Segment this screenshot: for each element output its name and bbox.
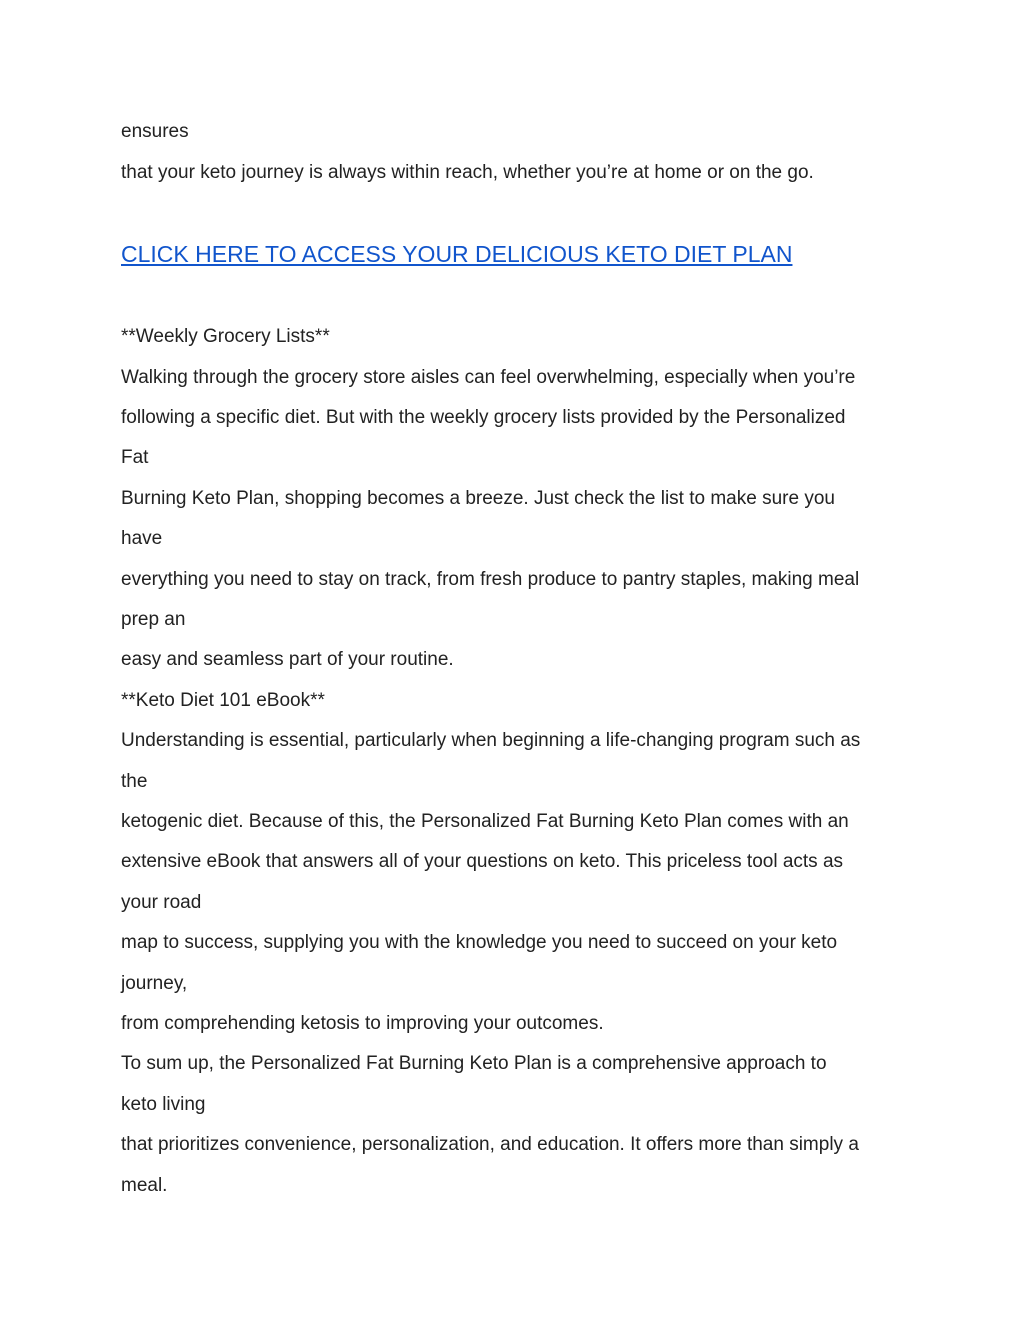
intro-line: that your keto journey is always within reach, whether you’re at home or on the go. [121,162,814,183]
summary-line: that prioritizes convenience, personalization, and education. It offers more than simply a [121,1134,859,1155]
ebook-line: from comprehending ketosis to improving your outcomes. [121,1013,604,1034]
ebook-line: journey, [121,973,188,994]
summary-line: meal. [121,1175,168,1196]
ebook-line: your road [121,892,202,913]
grocery-heading: **Weekly Grocery Lists** [121,326,330,347]
ebook-heading: **Keto Diet 101 eBook** [121,690,325,711]
summary-line: To sum up, the Personalized Fat Burning Keto Plan is a comprehensive approach to [121,1053,827,1074]
grocery-line: Burning Keto Plan, shopping becomes a breeze. Just check the list to make sure you [121,488,835,509]
grocery-line: everything you need to stay on track, from fresh produce to pantry staples, making meal [121,569,860,590]
grocery-line: easy and seamless part of your routine. [121,649,454,670]
ebook-line: the [121,771,148,792]
grocery-line: Walking through the grocery store aisles can feel overwhelming, especially when you’re [121,367,856,388]
grocery-line: following a specific diet. But with the weekly grocery lists provided by the Personalized [121,407,846,428]
summary-line: keto living [121,1094,206,1115]
grocery-line: prep an [121,609,186,630]
intro-line: ensures [121,121,189,142]
ebook-line: map to success, supplying you with the knowledge you need to succeed on your keto [121,932,838,953]
grocery-line: have [121,528,163,549]
ebook-line: extensive eBook that answers all of your questions on keto. This priceless tool acts as [121,851,844,872]
grocery-line: Fat [121,447,149,468]
ebook-line: ketogenic diet. Because of this, the Personalized Fat Burning Keto Plan comes with an [121,811,849,832]
access-keto-plan-link[interactable]: CLICK HERE TO ACCESS YOUR DELICIOUS KETO DIET PLAN [121,241,793,267]
ebook-line: Understanding is essential, particularly when beginning a life-changing program such as [121,730,861,751]
